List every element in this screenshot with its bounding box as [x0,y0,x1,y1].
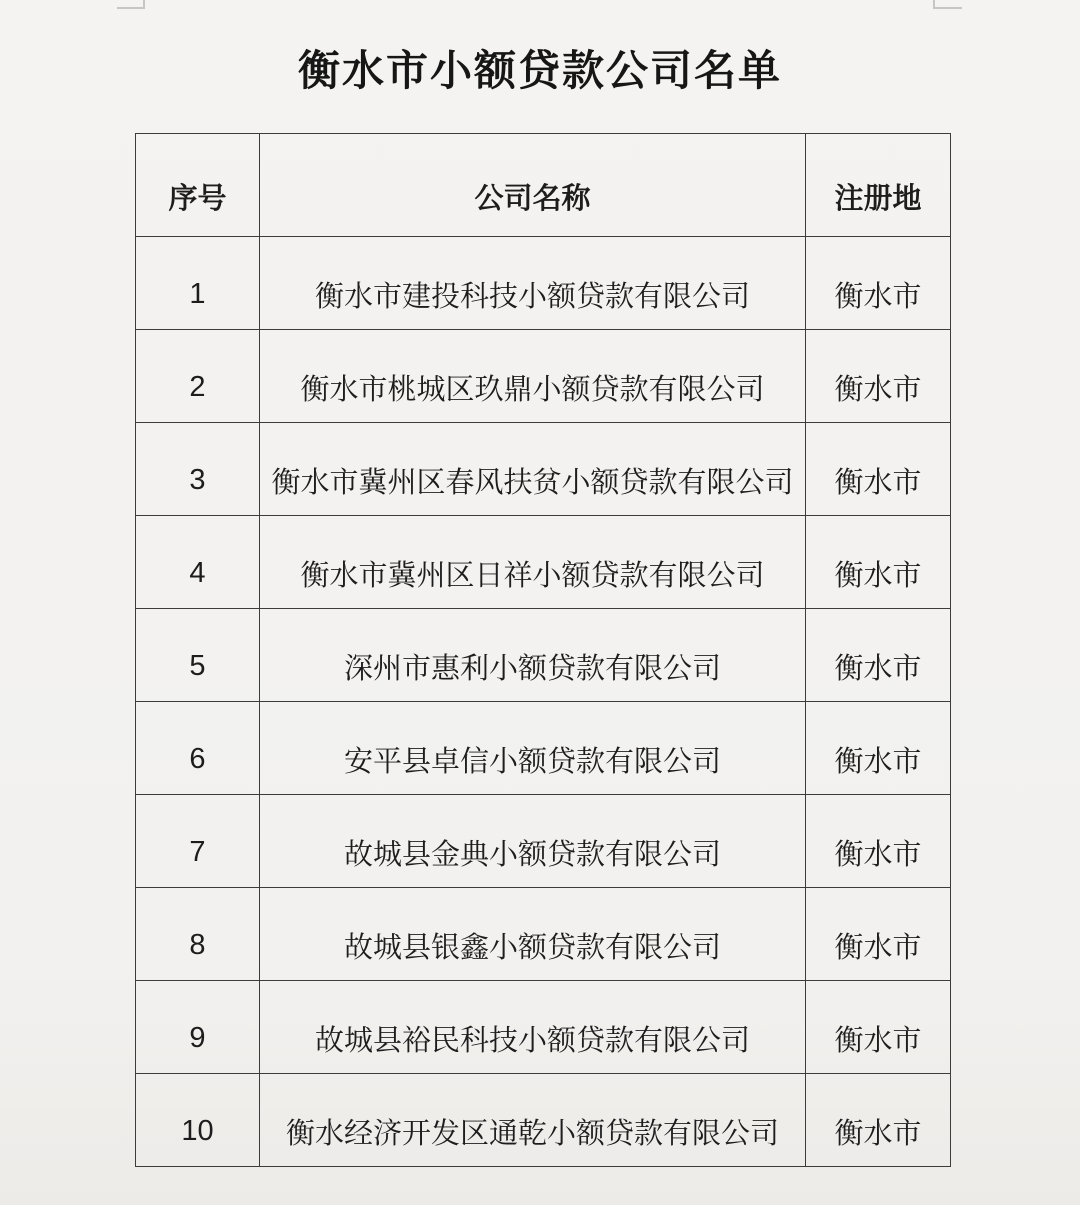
registration-place-cell: 衡水市 [806,516,951,609]
registration-place-cell: 衡水市 [806,1074,951,1167]
header-cell-registration-place: 注册地 [806,134,951,237]
header-cell-company-name: 公司名称 [260,134,806,237]
table-row [136,237,951,330]
company-name-cell: 故城县裕民科技小额贷款有限公司 [260,981,806,1074]
companies-table-container [135,133,951,1167]
table-row [136,702,951,795]
company-name-cell: 衡水市桃城区玖鼎小额贷款有限公司 [260,330,806,423]
registration-place-cell: 衡水市 [806,423,951,516]
company-name-cell: 衡水市建投科技小额贷款有限公司 [260,237,806,330]
table-row [136,888,951,981]
registration-place-cell: 衡水市 [806,981,951,1074]
company-name-cell: 故城县金典小额贷款有限公司 [260,795,806,888]
table-row [136,1074,951,1167]
table-row [136,795,951,888]
row-number-cell: 1 [136,237,260,330]
table-header-row [136,134,951,237]
row-number-cell: 4 [136,516,260,609]
company-name-cell: 深州市惠利小额贷款有限公司 [260,609,806,702]
row-number-cell: 10 [136,1074,260,1167]
company-name-cell: 衡水市冀州区日祥小额贷款有限公司 [260,516,806,609]
page-title: 衡水市小额贷款公司名单 [297,47,782,95]
cutoff-corner-artifact-right [933,0,962,9]
companies-table [135,133,951,1167]
header-cell-serial-number: 序号 [136,134,260,237]
registration-place-cell: 衡水市 [806,888,951,981]
row-number-cell: 5 [136,609,260,702]
row-number-cell: 8 [136,888,260,981]
registration-place-cell: 衡水市 [806,330,951,423]
cutoff-corner-artifact-left [117,0,145,9]
registration-place-cell: 衡水市 [806,609,951,702]
company-name-cell: 衡水经济开发区通乾小额贷款有限公司 [260,1074,806,1167]
company-name-cell: 衡水市冀州区春风扶贫小额贷款有限公司 [260,423,806,516]
row-number-cell: 6 [136,702,260,795]
registration-place-cell: 衡水市 [806,237,951,330]
row-number-cell: 3 [136,423,260,516]
company-name-cell: 故城县银鑫小额贷款有限公司 [260,888,806,981]
company-name-cell: 安平县卓信小额贷款有限公司 [260,702,806,795]
registration-place-cell: 衡水市 [806,795,951,888]
table-row [136,330,951,423]
table-row [136,609,951,702]
row-number-cell: 9 [136,981,260,1074]
row-number-cell: 2 [136,330,260,423]
registration-place-cell: 衡水市 [806,702,951,795]
table-row [136,516,951,609]
row-number-cell: 7 [136,795,260,888]
table-row [136,423,951,516]
table-row [136,981,951,1074]
